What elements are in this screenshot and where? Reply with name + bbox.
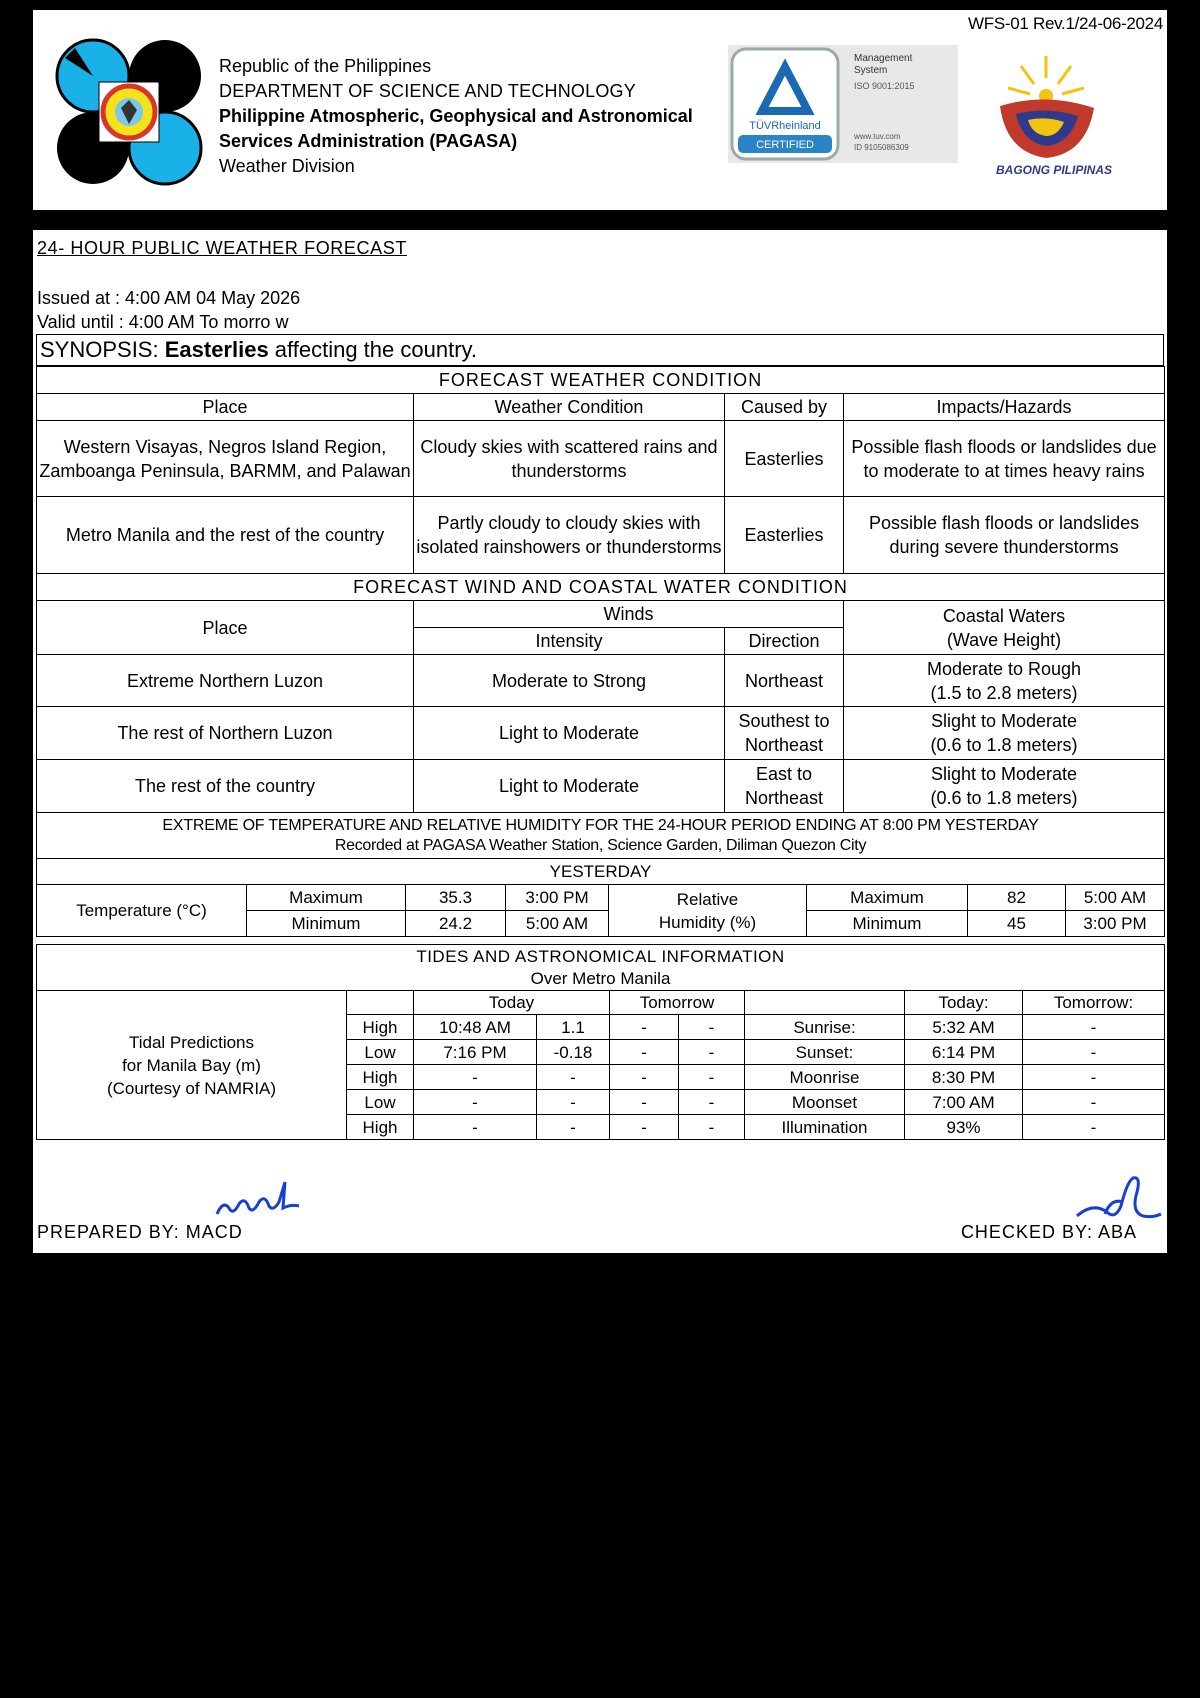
humidity-label-2: Humidity (%): [658, 912, 757, 932]
tide-type: High: [347, 1015, 414, 1040]
table-row: [37, 707, 1165, 760]
wave-cell: [844, 760, 1165, 813]
astro-today: 8:30 PM: [905, 1065, 1023, 1090]
tuv-brand: TÜVRheinland: [749, 120, 821, 132]
humidity-label: [609, 885, 807, 937]
tide-tomorrow-time: -: [610, 1040, 679, 1065]
tide-today-time: -: [414, 1115, 537, 1140]
yesterday-label: YESTERDAY: [37, 859, 1165, 885]
col-condition: Weather Condition: [414, 394, 725, 421]
extremes-table: [36, 812, 1165, 937]
rh-min-time: 3:00 PM: [1066, 911, 1165, 937]
rh-min-value: 45: [968, 911, 1066, 937]
form-code: WFS-01 Rev.1/24-06-2024: [968, 14, 1163, 33]
bp-text: BAGONG PILIPINAS: [995, 163, 1113, 176]
tide-tomorrow-time: -: [610, 1115, 679, 1140]
agency-line-2: Services Administration (PAGASA): [219, 131, 518, 151]
astro-tomorrow: -: [1023, 1115, 1165, 1140]
intensity-cell: Light to Moderate: [414, 760, 725, 813]
tuv-www: www.tuv.com: [854, 132, 901, 141]
astro-tomorrow: -: [1023, 1065, 1165, 1090]
col-impacts: Impacts/Hazards: [844, 394, 1165, 421]
division-line: Weather Division: [219, 156, 355, 176]
issued-at: Issued at : 4:00 AM 04 May 2026: [37, 288, 301, 308]
valid-until: Valid until : 4:00 AM To morro w: [37, 312, 289, 332]
direction-cell: [725, 655, 844, 707]
astro-label: Moonrise: [745, 1065, 905, 1090]
tuv-ms1: Management: [854, 53, 913, 64]
tide-today-height: -0.18: [537, 1040, 610, 1065]
wave-line: Slight to Moderate: [930, 711, 1078, 731]
tidal-label-2: for Manila Bay (m): [122, 1055, 261, 1075]
tide-tomorrow-height: -: [679, 1065, 745, 1090]
condition-cell: Partly cloudy to cloudy skies with isolated rainshowers or thunderstorms: [414, 497, 725, 574]
tides-title-cell: [37, 945, 1165, 991]
tide-today-header: Today: [414, 991, 610, 1015]
republic-line: Republic of the Philippines: [219, 56, 432, 76]
synopsis: [36, 334, 1164, 366]
place-cell: Metro Manila and the rest of the country: [37, 497, 414, 574]
tide-today-height: -: [537, 1065, 610, 1090]
pagasa-logo-icon: [55, 38, 203, 186]
synopsis-system: Easterlies: [164, 337, 269, 362]
wind-coastal-table: [36, 573, 1165, 813]
temp-max-time: 3:00 PM: [506, 885, 609, 911]
tide-tomorrow-time: -: [610, 1090, 679, 1115]
wave-range: (0.6 to 1.8 meters): [930, 735, 1078, 755]
tuv-iso: ISO 9001:2015: [854, 81, 915, 91]
temp-max-label: Maximum: [247, 885, 406, 911]
direction-line: Southest to: [738, 711, 830, 731]
synopsis-rest: affecting the country.: [268, 337, 477, 362]
wind-col-direction: Direction: [725, 628, 844, 655]
table-row: [37, 655, 1165, 707]
rh-min-label: Minimum: [807, 911, 968, 937]
astro-tomorrow-header: Tomorrow:: [1023, 991, 1165, 1015]
preparer-signature: [213, 1178, 303, 1223]
tide-tomorrow-time: -: [610, 1065, 679, 1090]
coastal-label: Coastal Waters: [942, 605, 1066, 626]
wave-line: Slight to Moderate: [930, 764, 1078, 784]
direction-line: Northeast: [744, 670, 824, 691]
place-cell: Western Visayas, Negros Island Region, Zamboanga Peninsula, BARMM, and Palawan: [37, 421, 414, 497]
temp-min-label: Minimum: [247, 911, 406, 937]
cause-cell: Easterlies: [725, 497, 844, 574]
wave-line: Moderate to Rough: [926, 658, 1082, 679]
tide-tomorrow-height: -: [679, 1015, 745, 1040]
temperature-label: Temperature (°C): [37, 885, 247, 937]
astro-label: Sunrise:: [745, 1015, 905, 1040]
checker-signature: [1071, 1172, 1163, 1228]
extremes-title: EXTREME OF TEMPERATURE AND RELATIVE HUMIDITY FOR THE 24-HOUR PERIOD ENDING AT 8:00 PM YESTERDAY: [162, 817, 1039, 834]
place-cell: The rest of the country: [37, 760, 414, 813]
astro-header: [745, 991, 905, 1015]
col-place: Place: [37, 394, 414, 421]
place-cell: The rest of Northern Luzon: [37, 707, 414, 760]
direction-cell: [725, 707, 844, 760]
wind-col-coastal: [844, 601, 1165, 655]
tuv-id: ID 9105086309: [854, 143, 909, 152]
extremes-subtitle: Recorded at PAGASA Weather Station, Science Garden, Diliman Quezon City: [334, 837, 867, 854]
temp-min-time: 5:00 AM: [506, 911, 609, 937]
agency-line-1: Philippine Atmospheric, Geophysical and Astronomical: [219, 106, 693, 126]
tide-tomorrow-time: -: [610, 1015, 679, 1040]
issue-info: [37, 286, 300, 334]
astro-label: Sunset:: [745, 1040, 905, 1065]
rh-max-label: Maximum: [807, 885, 968, 911]
temp-min-value: 24.2: [406, 911, 506, 937]
wave-cell: [844, 655, 1165, 707]
tide-today-time: -: [414, 1090, 537, 1115]
wave-range: (1.5 to 2.8 meters): [930, 682, 1078, 703]
prepared-by: PREPARED BY: MACD: [37, 1222, 243, 1242]
wind-col-intensity: Intensity: [414, 628, 725, 655]
tide-tomorrow-height: -: [679, 1040, 745, 1065]
checked-by: CHECKED BY: ABA: [960, 1222, 1137, 1242]
astro-tomorrow: -: [1023, 1015, 1165, 1040]
rh-max-time: 5:00 AM: [1066, 885, 1165, 911]
tide-type-header: [347, 991, 414, 1015]
astro-label: Moonset: [745, 1090, 905, 1115]
direction-line: Northeast: [744, 788, 824, 808]
astro-tomorrow: -: [1023, 1040, 1165, 1065]
tuv-ms2: System: [854, 65, 888, 76]
wind-col-winds: Winds: [414, 601, 844, 628]
impact-cell: Possible flash floods or landslides due to moderate to at times heavy rains: [844, 421, 1165, 497]
tide-today-time: 10:48 AM: [414, 1015, 537, 1040]
tide-today-time: 7:16 PM: [414, 1040, 537, 1065]
tide-type: Low: [347, 1090, 414, 1115]
wave-cell: [844, 707, 1165, 760]
astro-today: 5:32 AM: [905, 1015, 1023, 1040]
direction-line: Northeast: [744, 735, 824, 755]
tide-tomorrow-header: Tomorrow: [610, 991, 745, 1015]
rh-max-value: 82: [968, 885, 1066, 911]
direction-line: East to: [755, 764, 813, 784]
intensity-cell: Light to Moderate: [414, 707, 725, 760]
astro-today: 7:00 AM: [905, 1090, 1023, 1115]
weather-condition-table: [36, 366, 1165, 574]
synopsis-label: SYNOPSIS:: [40, 337, 165, 362]
tide-today-time: -: [414, 1065, 537, 1090]
intensity-cell: Moderate to Strong: [414, 655, 725, 707]
letterhead: [33, 10, 1167, 210]
humidity-label-1: Relative: [676, 889, 739, 909]
tides-title: TIDES AND ASTRONOMICAL INFORMATION: [416, 947, 785, 966]
table-row: [37, 497, 1165, 574]
tidal-label-3: (Courtesy of NAMRIA): [106, 1078, 277, 1098]
tides-subtitle: Over Metro Manila: [530, 969, 671, 988]
astro-today: 6:14 PM: [905, 1040, 1023, 1065]
tuv-certified: CERTIFIED: [756, 139, 814, 151]
department-line: DEPARTMENT OF SCIENCE AND TECHNOLOGY: [219, 81, 636, 101]
wave-range: (0.6 to 1.8 meters): [930, 788, 1078, 808]
place-cell: Extreme Northern Luzon: [37, 655, 414, 707]
agency-name-block: [219, 54, 693, 179]
astro-today: 93%: [905, 1115, 1023, 1140]
tide-today-height: 1.1: [537, 1015, 610, 1040]
impact-cell: Possible flash floods or landslides during severe thunderstorms: [844, 497, 1165, 574]
tuv-certification-logo: [728, 45, 958, 163]
tide-type: Low: [347, 1040, 414, 1065]
col-caused-by: Caused by: [725, 394, 844, 421]
wave-height-label: (Wave Height): [946, 629, 1062, 650]
direction-cell: [725, 760, 844, 813]
forecast-form: [33, 230, 1167, 1253]
tide-tomorrow-height: -: [679, 1090, 745, 1115]
condition-cell: Cloudy skies with scattered rains and thunderstorms: [414, 421, 725, 497]
wind-col-place: Place: [37, 601, 414, 655]
astro-label: Illumination: [745, 1115, 905, 1140]
tide-type: High: [347, 1065, 414, 1090]
cause-cell: Easterlies: [725, 421, 844, 497]
tide-today-height: -: [537, 1090, 610, 1115]
page-title: 24- HOUR PUBLIC WEATHER FORECAST: [37, 238, 407, 258]
tide-today-height: -: [537, 1115, 610, 1140]
tide-tomorrow-height: -: [679, 1115, 745, 1140]
table-row: [37, 760, 1165, 813]
astro-tomorrow: -: [1023, 1090, 1165, 1115]
table-row: [37, 421, 1165, 497]
astro-today-header: Today:: [905, 991, 1023, 1015]
extremes-title-cell: [37, 813, 1165, 859]
temp-max-value: 35.3: [406, 885, 506, 911]
weather-section-title: FORECAST WEATHER CONDITION: [37, 367, 1165, 394]
tidal-label-cell: [37, 991, 347, 1140]
tidal-label-1: Tidal Predictions: [128, 1032, 255, 1052]
wind-section-title: FORECAST WIND AND COASTAL WATER CONDITION: [37, 574, 1165, 601]
bagong-pilipinas-logo: [966, 36, 1141, 176]
tide-type: High: [347, 1115, 414, 1140]
tides-astro-table: [36, 944, 1165, 1140]
